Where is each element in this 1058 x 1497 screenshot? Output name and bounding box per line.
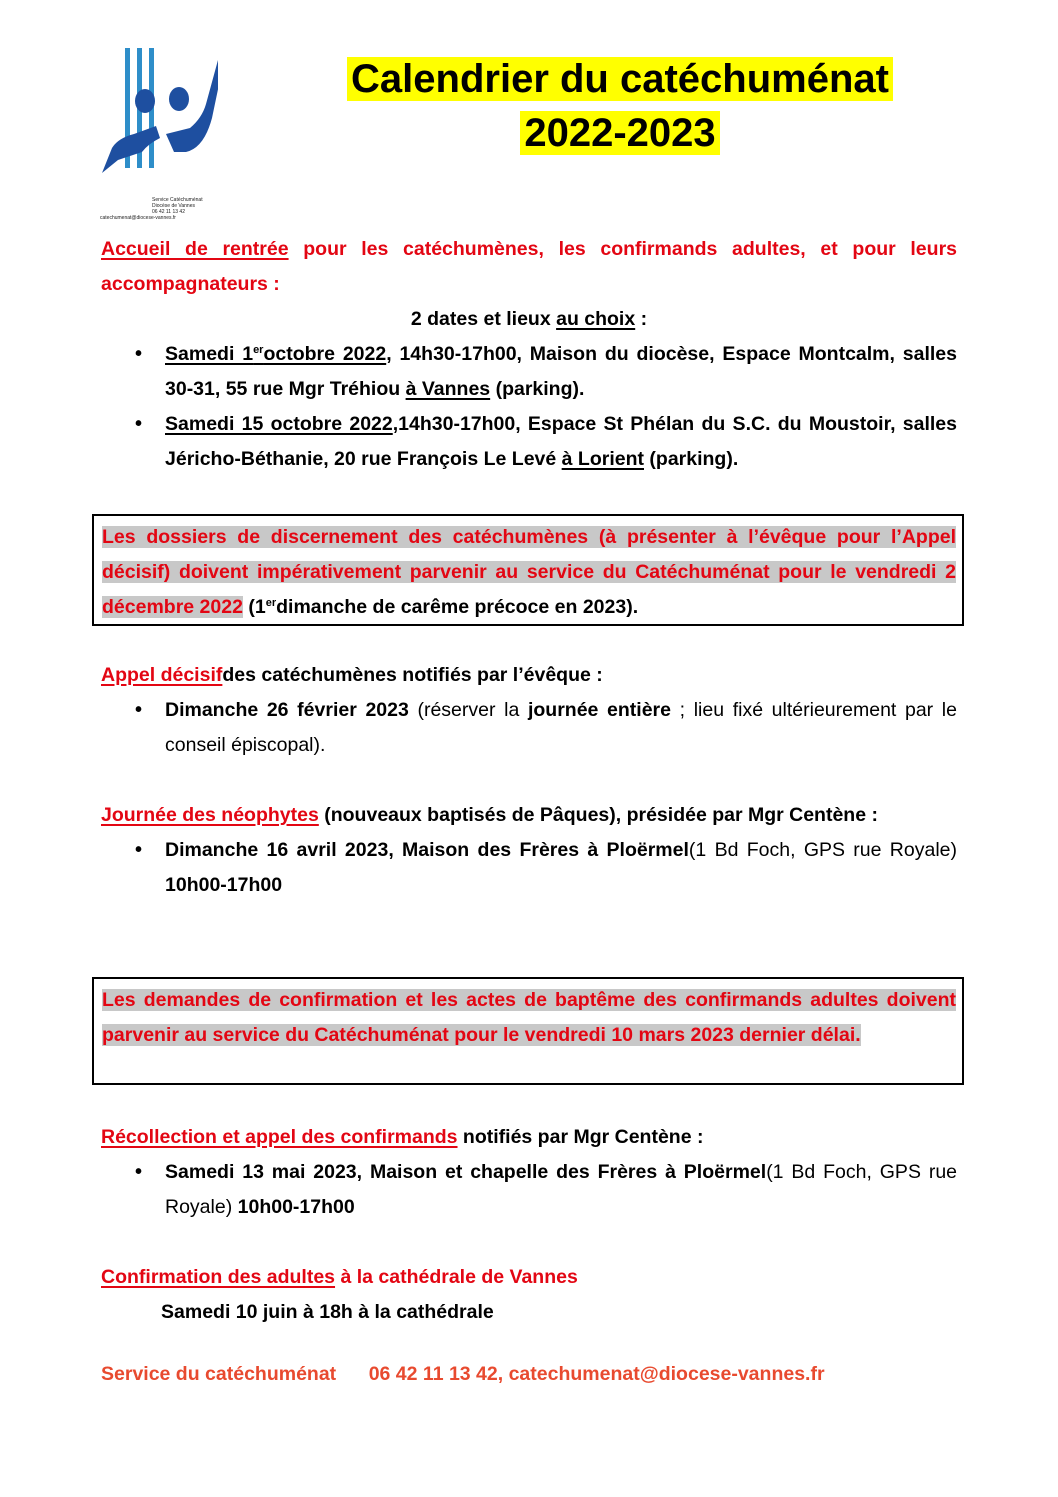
heading-recollection-rest: notifiés par Mgr Centène : bbox=[457, 1126, 704, 1148]
date-text: Samedi 1 bbox=[165, 343, 254, 365]
item-text: (1 Bd Foch, GPS rue Royale) bbox=[688, 839, 957, 861]
item-text: (1 Bd Foch, GPS rue Royale) bbox=[165, 1161, 958, 1218]
logo-head-right bbox=[169, 87, 189, 111]
footer-contact-details[interactable]: 06 42 11 13 42, catechumenat@diocese-vannes.fr bbox=[368, 1363, 825, 1385]
item-place: à Vannes bbox=[405, 378, 491, 400]
notice-black-text: dimanche de carême précoce en 2023). bbox=[276, 596, 639, 618]
item-date: Dimanche 26 février 2023 bbox=[165, 699, 409, 721]
item-bold: journée entière bbox=[527, 699, 671, 721]
choice-prefix: 2 dates et lieux bbox=[410, 308, 557, 330]
section-heading bbox=[101, 798, 957, 833]
list-item bbox=[165, 1155, 957, 1225]
heading-accueil-underlined: Accueil de rentrée bbox=[101, 238, 289, 260]
logo-text-line: Diocèse de Vannes bbox=[152, 203, 195, 209]
item-date: Samedi 13 mai 2023, Maison et chapelle des Frères à Ploërmel bbox=[165, 1161, 767, 1183]
recollection-list bbox=[101, 1155, 957, 1225]
item-date: Dimanche 16 avril 2023, Maison des Frères à Ploërmel bbox=[165, 839, 689, 861]
logo-text-line: 06 42 11 13 42 bbox=[152, 209, 185, 215]
logo-head-left bbox=[135, 89, 155, 113]
list-item bbox=[165, 693, 957, 763]
list-item bbox=[165, 833, 957, 903]
footer-service: Service du catéchuménat bbox=[101, 1363, 337, 1385]
date-sup: er bbox=[253, 344, 264, 356]
heading-recollection-underlined: Récollection et appel des confirmands bbox=[101, 1126, 458, 1148]
date-underlined bbox=[165, 343, 386, 365]
list-item bbox=[165, 407, 957, 477]
heading-accueil-rest: pour les catéchumènes, les confirmands adultes, et pour leurs accompagnateurs : bbox=[101, 238, 957, 295]
accueil-dates-list bbox=[101, 337, 957, 477]
section-heading bbox=[101, 1260, 957, 1295]
item-text: (réserver la bbox=[408, 699, 528, 721]
notice-black-text: (1 bbox=[242, 596, 266, 618]
item-tail: (parking). bbox=[644, 448, 739, 470]
section-heading bbox=[101, 232, 957, 302]
choice-suffix: : bbox=[635, 308, 648, 330]
logo-text-line: Service Catéchuménat bbox=[152, 197, 203, 203]
notice-box-confirmation bbox=[92, 977, 964, 1085]
heading-appel-underlined: Appel décisif bbox=[101, 664, 223, 686]
title-line-1: Calendrier du catéchuménat bbox=[347, 57, 893, 101]
service-logo bbox=[98, 48, 218, 221]
item-place: à Lorient bbox=[561, 448, 644, 470]
item-tail: (parking). bbox=[490, 378, 585, 400]
notice-red-text: Les demandes de confirmation et les actes de baptême des confirmands adultes doivent parvenir au service du Catéchuménat pour le vendredi 10 mars 2023 dernier délai. bbox=[102, 989, 956, 1046]
notice-box-dossiers bbox=[92, 514, 964, 626]
confirmation-date-line: Samedi 10 juin à 18h à la cathédrale bbox=[161, 1301, 494, 1323]
heading-appel-rest: des catéchumènes notifiés par l’évêque : bbox=[222, 664, 603, 686]
section-accueil bbox=[101, 232, 957, 477]
heading-neophytes-underlined: Journée des néophytes bbox=[101, 804, 319, 826]
date-underlined: Samedi 15 octobre 2022 bbox=[165, 413, 393, 435]
section-heading bbox=[101, 658, 957, 693]
section-confirmation-adultes bbox=[101, 1260, 957, 1330]
item-text: ,14h30-17h00, Espace St Phélan du S.C. du Moustoir, salles Jéricho-Béthanie, 20 rue François Le Levé bbox=[165, 413, 957, 470]
heading-confirmation-underlined: Confirmation des adultes bbox=[101, 1266, 336, 1288]
heading-neophytes-rest: (nouveaux baptisés de Pâques), présidée par Mgr Centène : bbox=[318, 804, 878, 826]
item-time: 10h00-17h00 bbox=[165, 874, 283, 896]
choice-line bbox=[101, 302, 957, 337]
neophytes-list bbox=[101, 833, 957, 903]
choice-underlined: au choix bbox=[556, 308, 636, 330]
section-appel-decisif bbox=[101, 658, 957, 763]
title-line-2: 2022-2023 bbox=[520, 111, 719, 155]
notice-red-text: Les dossiers de discernement des catéchumènes (à présenter à l’évêque pour l’Appel décisif) doivent impérativement parvenir au service du Catéchuménat pour le vendredi 2 décembre 2022 bbox=[102, 526, 956, 618]
appel-list bbox=[101, 693, 957, 763]
footer-contact bbox=[101, 1358, 921, 1391]
section-heading bbox=[101, 1120, 957, 1155]
logo-text-line: catechumenat@diocese-vannes.fr bbox=[100, 215, 176, 221]
notice-sup: er bbox=[265, 597, 277, 609]
section-neophytes bbox=[101, 798, 957, 903]
date-text: octobre 2022 bbox=[263, 343, 387, 365]
item-text: ; lieu fixé ultérieurement par le conseil épiscopal). bbox=[165, 699, 957, 756]
section-recollection bbox=[101, 1120, 957, 1225]
heading-confirmation-rest: à la cathédrale de Vannes bbox=[335, 1266, 578, 1288]
logo-graphic-icon bbox=[98, 48, 218, 198]
list-item bbox=[165, 337, 957, 407]
item-time: 10h00-17h00 bbox=[237, 1196, 355, 1218]
item-text: , 14h30-17h00, Maison du diocèse, Espace Montcalm, salles 30-31, 55 rue Mgr Tréhiou bbox=[165, 343, 957, 400]
page-title bbox=[300, 52, 940, 160]
